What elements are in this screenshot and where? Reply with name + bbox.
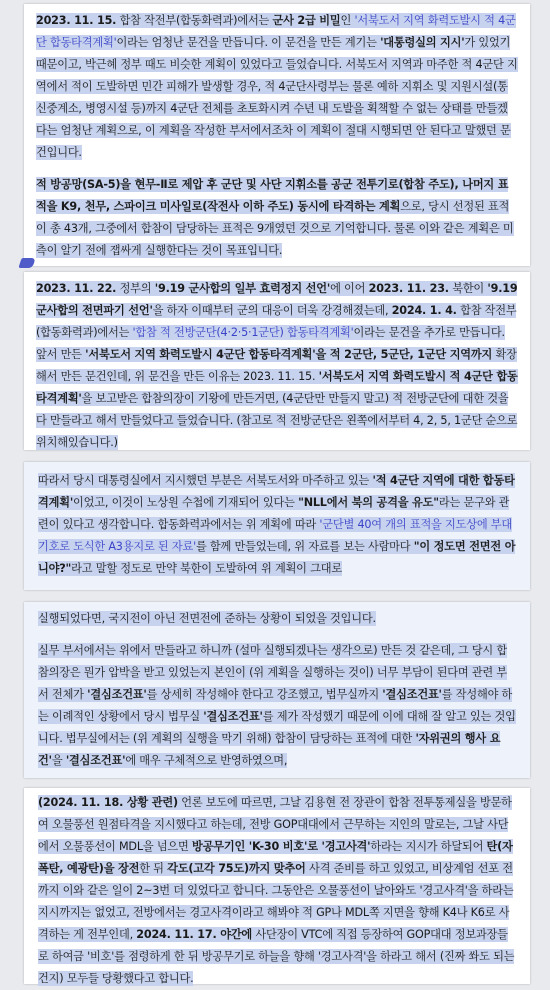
text-run: 를 함께 만들었는데, 위 자료를 보는 사람마다 (195, 540, 414, 553)
emphasis-text: '결심조건표' (65, 754, 126, 767)
emphasis-text: '자위권의 행사 요건' (38, 732, 501, 767)
text-run: 인 (340, 14, 355, 27)
emphasis-text: 각도(고각 75도)까지 맞추어 (167, 862, 306, 875)
emphasis-text: '결심조건표' (382, 688, 442, 701)
emphasis-text: "이 정도면 전면전 아니야?" (38, 540, 516, 575)
emphasis-text: "NLL에서 북의 공격을 유도" (298, 496, 439, 509)
text-run: 북한이 (448, 282, 488, 295)
text-run: 을 보고받은 합참의장이 기왕에 만든거면, (4군단만 만들지 말고) 적 전방군단에 대한 것을 다 만들라고 해서 만들었다고 들었습니다. (참고로 적 전방군단은 왼쪽에서부터 4, 2, 5, 1군단 순으로 위치해있습니다.) (36, 392, 518, 449)
bookmark-marker[interactable] (18, 258, 35, 268)
emphasis-text: 2023. 11. 22. (36, 282, 117, 295)
text-run: 라는 문구와 관련이 있다고 생각합니다. 합동화력과에서는 위 계획에 따라 (38, 496, 510, 531)
paragraph (38, 470, 516, 580)
quoted-title-text: '합참 적 전방군단(4·2·5·1군단) 합동타격계획' (132, 326, 354, 339)
document-page-2 (24, 272, 530, 450)
text-run: 확장해서 만든 문건인데, 위 문건을 만든 이유는 2023. 11. 15. (36, 348, 517, 383)
text-run: 사격 준비를 하고 있었고, 비상계엄 선포 전까지 이와 같은 일이 2~3번 더 있었다고 합니다. 그동안은 오물풍선이 날아와도 '경고사격'을 하라는 지시까지는 없었고, 전방에서는 경고사격이라고 해봐야 적 GP나 MDL쪽 지면을 향해 K4나 K6로 사격하는 게 전부인데, (38, 862, 514, 941)
quoted-title-text: '군단별 40여 개의 표적을 지도상에 부대 기호로 도식한 A3용지로 된 자료' (38, 518, 513, 553)
text-run: 하라는 지시가 하달되어 (370, 840, 487, 853)
text-run: 을 (51, 754, 66, 767)
text-run: 를 제가 작성했기 때문에 이에 대해 잘 알고 있는 것입니다. 법무실에서는 (위 계획의 실행을 막기 위해) 합참이 담당하는 표적에 대한 (38, 710, 516, 745)
emphasis-text: '적 4군단 지역에 대한 합동타격계획' (38, 474, 515, 509)
emphasis-text: '서북도서 지역 화력도발시 4군단 합동타격계획'을 적 2군단, 5군단, 1군단 지역까지 (85, 348, 493, 361)
text-run: 를 상세히 작성해야 한다고 강조했고, 법무실까지 (146, 688, 383, 701)
text-run: 한 뒤 (139, 862, 168, 875)
text-run: 사단장이 VTC에 직접 등장하여 GOP대대 정보과장들로 하여금 '비호'를 점령하게 한 뒤 방공무기로 하늘을 향해 '경고사격'을 하라고 해서 (진짜 쏴도 되는 건지) 모두들 당황했다고 합니다. (38, 928, 515, 985)
text-run: 이었고, 이것이 노상원 수첩에 기재되어 있다는 (73, 496, 299, 509)
emphasis-text: '결심조건표' (87, 688, 147, 701)
emphasis-text: (2024. 11. 18. 상황 관련) (38, 796, 178, 809)
document-page-3 (24, 462, 530, 590)
text-run: 에 매우 구체적으로 반영하였으며, (125, 754, 288, 767)
text-run: 정부의 (116, 282, 155, 295)
text-run: 따라서 당시 대통령실에서 지시했던 부분은 서북도서와 마주하고 있는 (38, 474, 373, 487)
text-run: 합참 작전부(합동화력과)에서는 (116, 14, 273, 27)
document-page-4 (24, 602, 530, 778)
text-run: 으로, 당시 선정된 표적이 총 43개, 그중에서 합참이 담당하는 표적은 9개였던 것으로 기억합니다. 물론 이와 같은 계획은 미측이 알기 전에 잽싸게 실행한다는 것이 목표입니다. (36, 200, 514, 257)
text-run: 언론 보도에 따르면, 그날 김용현 전 장관이 합참 전투통제실을 방문하여 오물풍선 원점타격을 지시했다고 하는데, 전방 GOP대대에서 근무하는 지인의 말로는, 그날 사단에서 오물풍선이 MDL을 넘으면 (38, 796, 512, 853)
emphasis-text: 2023. 11. 23. (368, 282, 449, 295)
emphasis-text: 2024. 1. 4. (391, 304, 457, 317)
emphasis-text: 군사 2급 비밀 (272, 14, 341, 27)
paragraph (38, 608, 516, 630)
document-page-1 (24, 4, 530, 266)
emphasis-text: 2024. 11. 17. 야간에 (136, 928, 253, 941)
document-page-5 (24, 788, 530, 984)
paragraph (38, 792, 516, 990)
emphasis-text: '결심조건표' (203, 710, 263, 723)
text-run: 합참 작전부(합동화력과)에서는 (36, 304, 517, 339)
emphasis-text: 방공무기인 'K-30 비호'로 '경고사격' (192, 840, 371, 853)
emphasis-text: '서북도서 지역 화력도발시 적 4군단 합동타격계획' (36, 370, 518, 405)
text-run: 이라는 문건을 추가로 만듭니다. 앞서 만든 (36, 326, 505, 361)
emphasis-text: 적 방공망(SA-5)을 현무-Ⅱ로 제압 후 군단 및 사단 지휘소를 공군 전투기로(합참 주도), 나머지 표적을 K9, 천무, 스파이크 미사일로(작전사 이하 주도) 동시에 타격하는 계획 (36, 178, 509, 213)
emphasis-text: 2023. 11. 15. (36, 14, 117, 27)
paragraph (36, 174, 518, 262)
text-run: 실행되었다면, 국지전이 아닌 전면전에 준하는 상황이 되었을 것입니다. (38, 612, 376, 625)
paragraph (36, 10, 518, 164)
paragraph (38, 640, 516, 772)
text-run: 에 이어 (330, 282, 369, 295)
text-run: 을 하자 이때부터 군의 대응이 더욱 강경해졌는데, (152, 304, 392, 317)
emphasis-text: '9.19 군사합의 전면파기 선언' (36, 282, 518, 317)
text-run: 를 작성해야 하는 이례적인 상황에서 당시 법무실 (38, 688, 513, 723)
quoted-title-text: '서북도서 지역 화력도발시 적 4군단 합동타격계획' (36, 14, 516, 49)
emphasis-text: 탄(자폭탄, 예광탄)을 장전 (38, 840, 513, 875)
emphasis-text: '9.19 군사합의 일부 효력정지 선언' (154, 282, 331, 295)
paragraph (36, 278, 518, 454)
text-run: 이라는 엄청난 문건을 만듭니다. 이 문건을 만든 계기는 (116, 36, 381, 49)
text-run: 실무 부서에서는 위에서 만들라고 하니까 (설마 실행되겠나는 생각으로) 만든 것 같은데, 그 당시 합참의장은 뭔가 압박을 받고 있었는지 본인이 (위 계획을 실행하는 것이) 너무 부담이 된다며 관련 부서 전체가 (38, 644, 507, 701)
text-run: 가 있었기 때문이고, 박근혜 정부 때도 비슷한 계획이 있었다고 들었습니다. 서북도서 지역과 마주한 적 4군단 지역에서 적이 도발하면 민간 피해가 발생할 경우, 적 4군단사령부는 물론 예하 지휘소 및 지원시설(통신중계소, 병영시설 등)까지 4군단 전체를 초토화시켜 수년 내 도발을 획책할 수 없는 상태를 만들겠다는 엄청난 계획으로, 이 계획을 작성한 부서에서조차 이 계획이 절대 시행되면 안 된다고 말했던 문건입니다. (36, 36, 518, 159)
text-run: 라고 말할 정도로 만약 북한이 도발하여 위 계획이 그대로 (71, 562, 342, 575)
emphasis-text: '대통령실의 지시' (380, 36, 465, 49)
